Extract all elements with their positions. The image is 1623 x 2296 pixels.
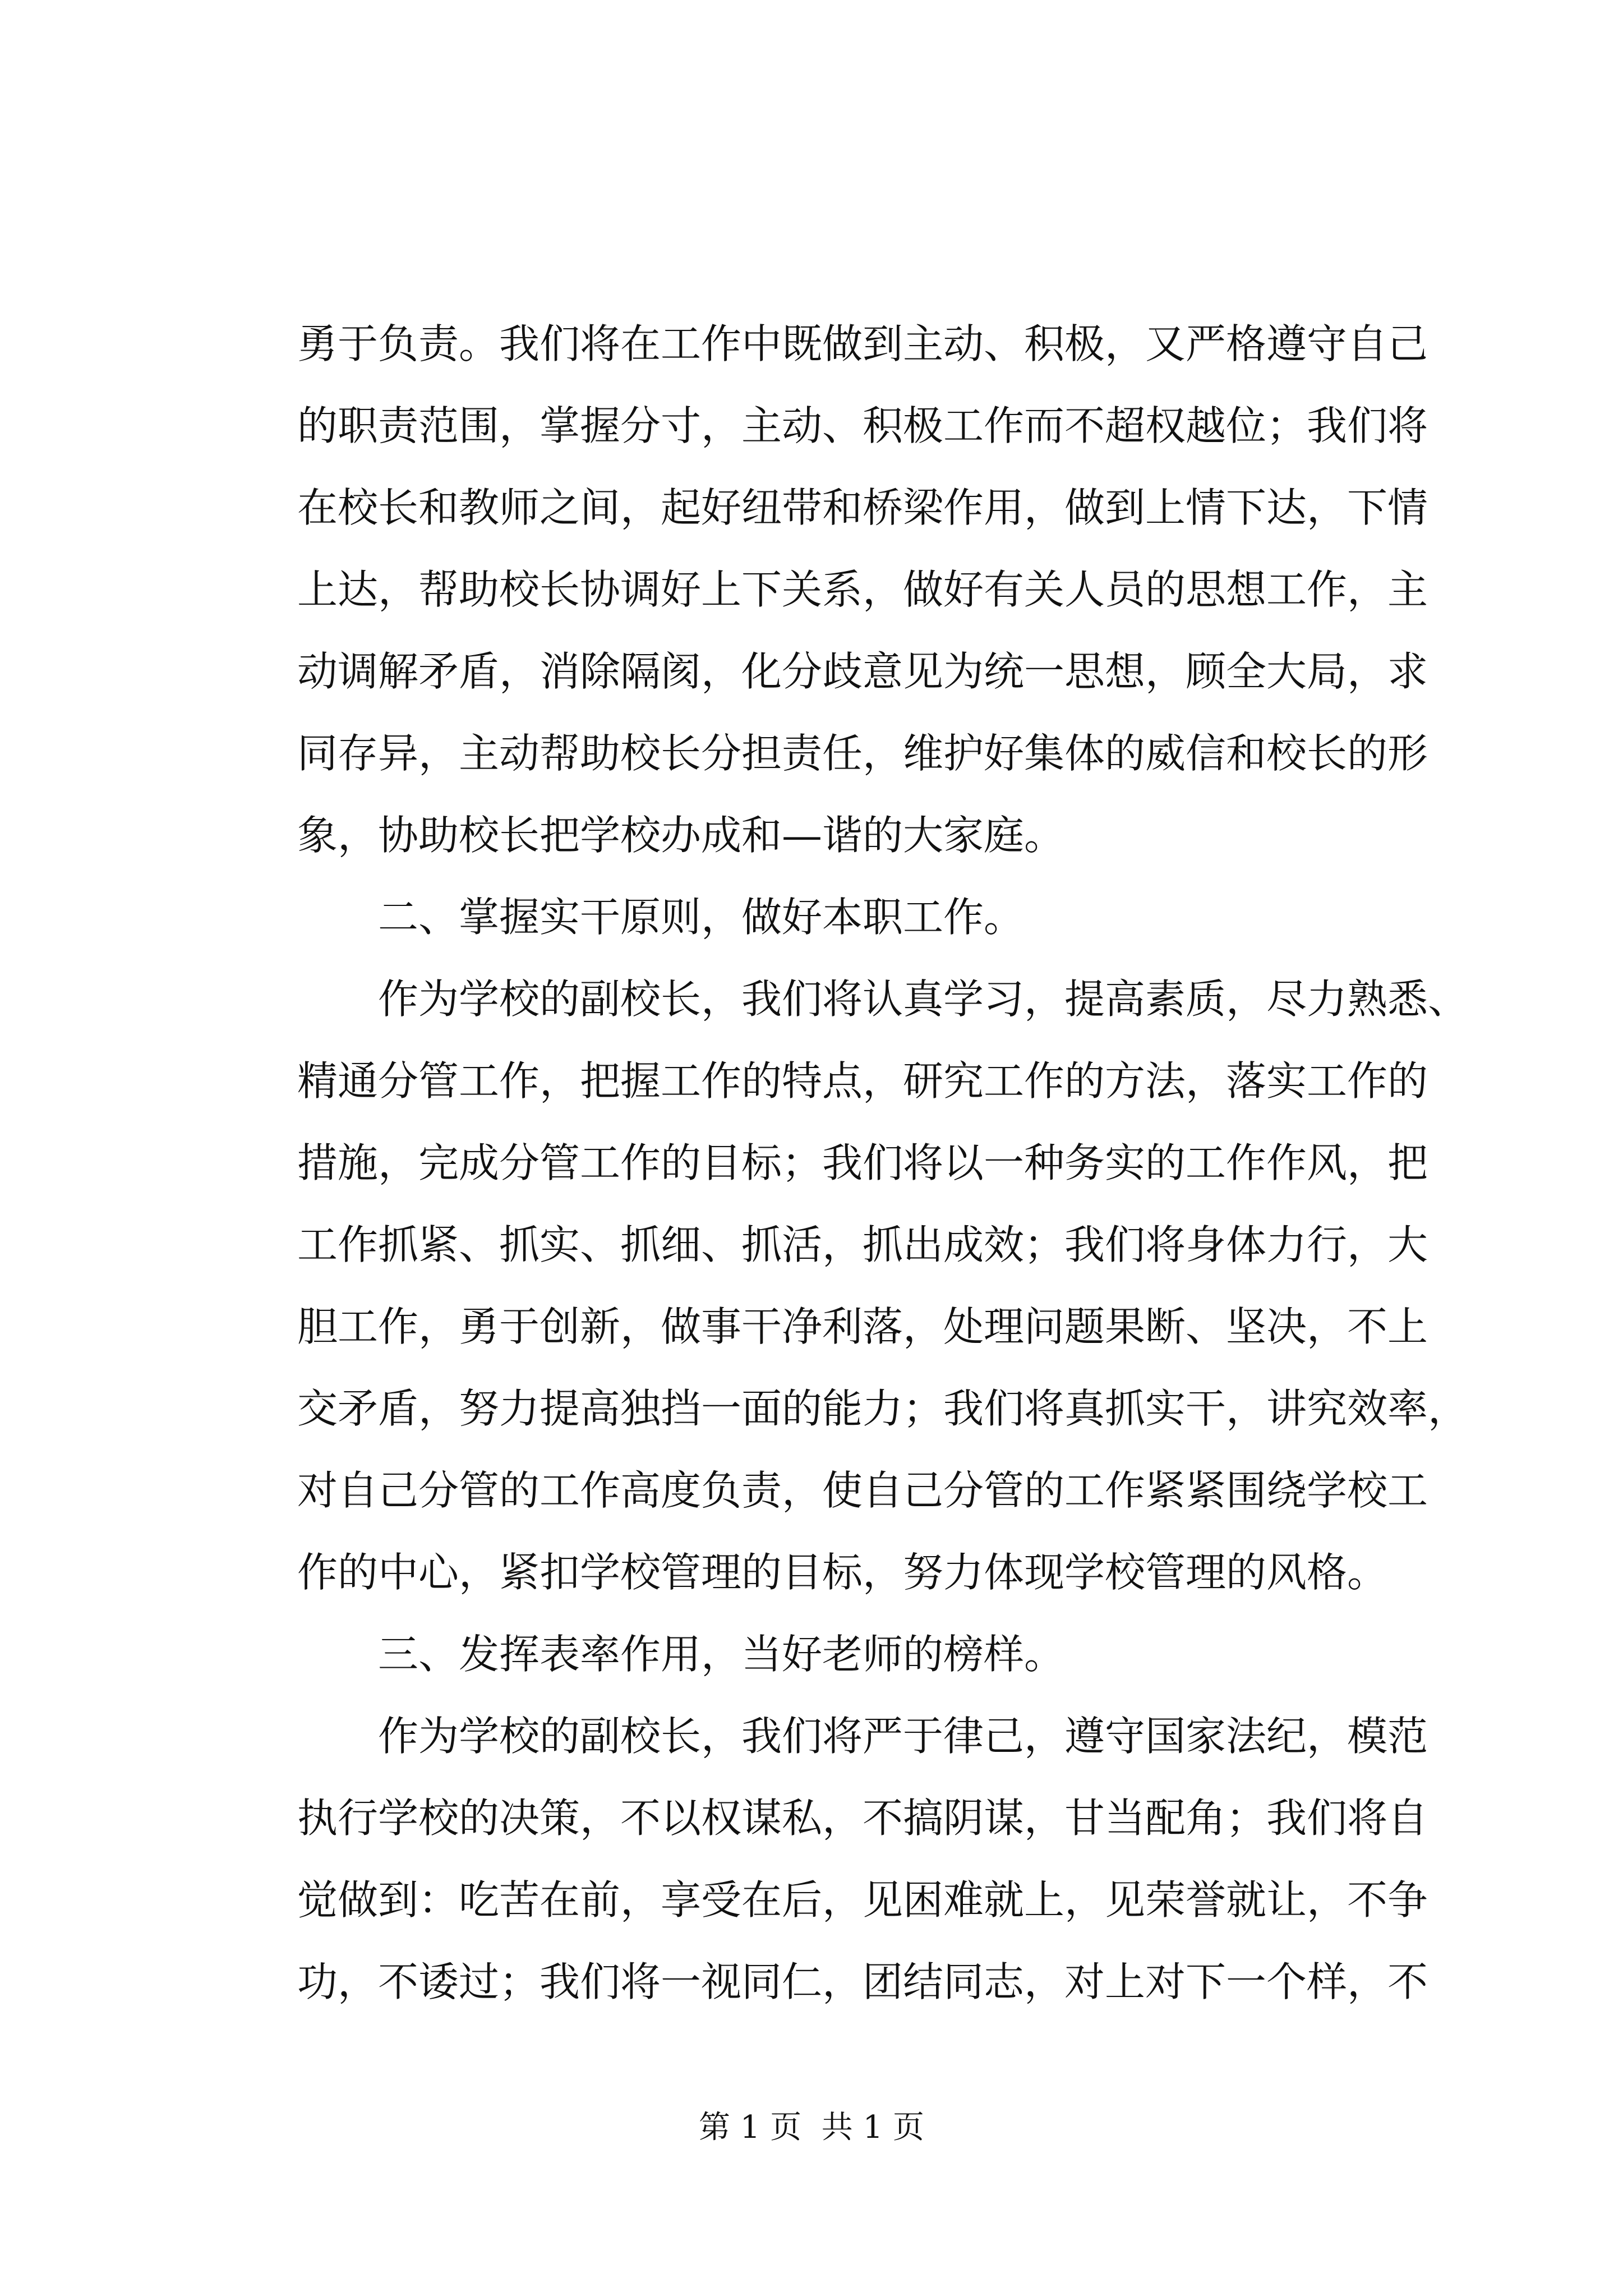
text-line: 作为学校的副校长，我们将严于律己，遵守国家法纪，模范 bbox=[378, 1713, 1428, 1760]
text-line: 上达，帮助校长协调好上下关系，做好有关人员的思想工作，主 bbox=[297, 566, 1428, 613]
document-body bbox=[297, 303, 1469, 2023]
page-footer: 第 1 页 共 1 页 bbox=[698, 2109, 925, 2146]
text-line: 二、掌握实干原则，做好本职工作。 bbox=[378, 894, 1025, 941]
text-line: 交矛盾，努力提高独挡一面的能力；我们将真抓实干，讲究效率， bbox=[297, 1385, 1469, 1432]
text-line: 的职责范围，掌握分寸，主动、积极工作而不超权越位；我们将 bbox=[297, 402, 1428, 449]
paragraph bbox=[297, 1695, 1428, 2023]
text-line: 措施，完成分管工作的目标；我们将以一种务实的工作作风，把 bbox=[297, 1139, 1428, 1186]
text-line: 同存异，主动帮助校长分担责任，维护好集体的威信和校长的形 bbox=[297, 730, 1428, 777]
text-line: 工作抓紧、抓实、抓细、抓活，抓出成效；我们将身体力行，大 bbox=[297, 1221, 1428, 1268]
text-line: 胆工作，勇于创新，做事干净利落，处理问题果断、坚决，不上 bbox=[297, 1303, 1428, 1350]
text-line: 动调解矛盾，消除隔阂，化分歧意见为统一思想，顾全大局，求 bbox=[297, 648, 1428, 695]
paragraph bbox=[297, 303, 1428, 876]
text-line: 执行学校的决策，不以权谋私，不搞阴谋，甘当配角；我们将自 bbox=[297, 1795, 1428, 1842]
text-line: 对自己分管的工作高度负责，使自己分管的工作紧紧围绕学校工 bbox=[297, 1467, 1428, 1514]
text-line: 作为学校的副校长，我们将认真学习，提高素质，尽力熟悉、 bbox=[378, 976, 1469, 1023]
text-line: 觉做到：吃苦在前，享受在后，见困难就上，见荣誉就让，不争 bbox=[297, 1876, 1428, 1924]
section-heading bbox=[297, 1613, 1413, 1695]
text-line: 勇于负责。我们将在工作中既做到主动、积极，又严格遵守自己 bbox=[297, 320, 1428, 367]
section-heading bbox=[297, 876, 1413, 958]
text-line: 象，协助校长把学校办成和—谐的大家庭。 bbox=[297, 812, 1065, 859]
text-line: 三、发挥表率作用，当好老师的榜样。 bbox=[378, 1631, 1065, 1678]
text-line: 功，不诿过；我们将一视同仁，团结同志，对上对下一个样，不 bbox=[297, 1958, 1428, 2005]
text-line: 在校长和教师之间，起好纽带和桥梁作用，做到上情下达，下情 bbox=[297, 484, 1428, 531]
text-line: 作的中心，紧扣学校管理的目标，努力体现学校管理的风格。 bbox=[297, 1549, 1388, 1596]
paragraph bbox=[297, 958, 1469, 1613]
text-line: 精通分管工作，把握工作的特点，研究工作的方法，落实工作的 bbox=[297, 1057, 1428, 1105]
